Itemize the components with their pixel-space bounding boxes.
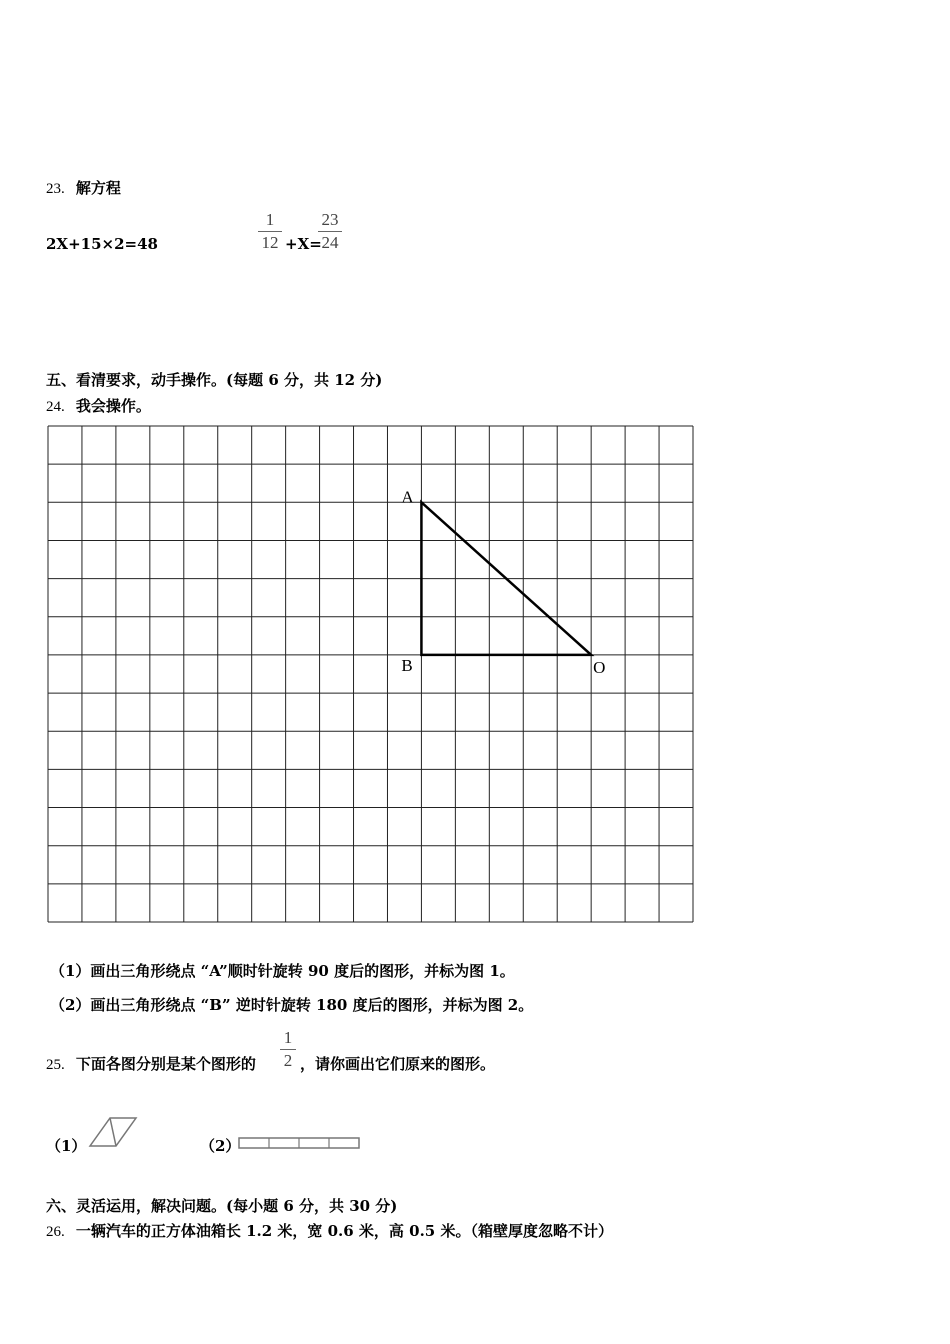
q24-number: 24.	[46, 399, 65, 415]
q26-line	[46, 1220, 613, 1241]
q25-line	[46, 1053, 256, 1074]
vertex-label-a: A	[401, 487, 414, 507]
q25-figure-2	[236, 1136, 362, 1152]
vertex-label-o: O	[593, 657, 606, 677]
section-6-heading: 六、灵活运用，解决问题。(每小题 6 分，共 30 分)	[46, 1197, 398, 1215]
q23-title: 解方程	[75, 179, 121, 197]
q25-number: 25.	[46, 1057, 65, 1073]
q23-number: 23.	[46, 181, 65, 197]
q23-equation-1: 2X+15×2=48	[46, 235, 158, 253]
q25-text-before: 下面各图分别是某个图形的	[75, 1055, 256, 1073]
fraction-numerator: 1	[265, 210, 275, 229]
q23-eq2-middle: +X=	[285, 235, 322, 253]
q25-text-after: ，请你画出它们原来的图形。	[300, 1055, 496, 1073]
q26-text: 一辆汽车的正方体油箱长 1.2 米，宽 0.6 米，高 0.5 米。（箱壁厚度忽略不计）	[75, 1222, 613, 1240]
q25-figure-1	[86, 1115, 140, 1151]
q25-fraction	[280, 1028, 296, 1071]
q24-title: 我会操作。	[75, 397, 151, 415]
q24-task-2: （2）画出三角形绕点 “B” 逆时针旋转 180 度后的图形，并标为图 2。	[50, 996, 534, 1014]
triangle-figure	[401, 487, 605, 677]
section-5-heading: 五、看清要求，动手操作。(每题 6 分，共 12 分)	[46, 371, 383, 389]
fraction-numerator: 23	[321, 210, 339, 229]
q25-label-1: （1）	[46, 1137, 87, 1155]
fraction-denominator: 24	[321, 233, 339, 252]
q25-label-2: （2）	[200, 1137, 241, 1155]
q26-number: 26.	[46, 1224, 65, 1240]
diagonal-line	[110, 1118, 116, 1146]
vertex-label-b: B	[401, 655, 413, 675]
fraction-denominator: 2	[283, 1051, 293, 1070]
fraction-numerator: 1	[283, 1028, 293, 1047]
fraction-bar	[280, 1049, 296, 1050]
q24-task-1: （1）画出三角形绕点 “A”顺时针旋转 90 度后的图形，并标为图 1。	[50, 962, 515, 980]
fraction-denominator: 12	[261, 233, 279, 252]
